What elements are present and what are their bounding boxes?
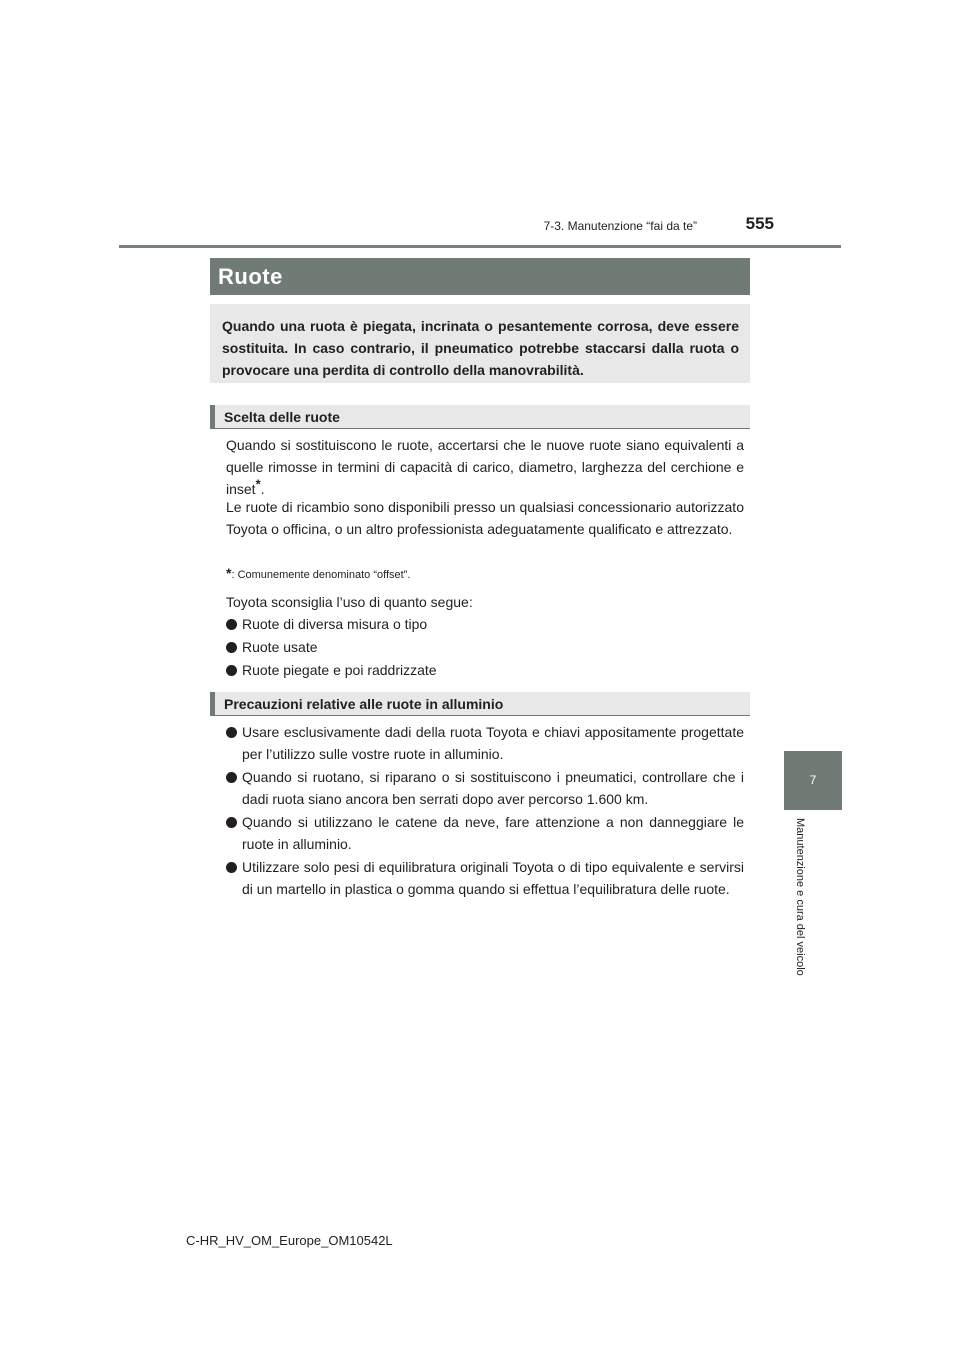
- bullet-icon: [226, 619, 237, 630]
- list-item-text: Ruote piegate e poi raddrizzate: [242, 662, 437, 678]
- alloy-precautions-list: [226, 721, 744, 900]
- list-item: [226, 636, 744, 658]
- list-item: [226, 659, 744, 681]
- document-code: C-HR_HV_OM_Europe_OM10542L: [186, 1233, 393, 1248]
- bullet-icon: [226, 727, 237, 738]
- list-item: [226, 856, 744, 900]
- list-item: [226, 766, 744, 810]
- bullet-icon: [226, 642, 237, 653]
- header-divider: [119, 245, 841, 248]
- section-heading-wheel-choice: Scelta delle ruote: [210, 405, 750, 429]
- wheel-choice-text: Quando si sostituiscono le ruote, accertarsi che le nuove ruote siano equivalenti a quelle rimosse in termini di capacità di carico, diametro, larghezza del cerchione e inset: [226, 437, 744, 497]
- list-item-text: Quando si utilizzano le catene da neve, fare attenzione a non danneggiare le ruote in alluminio.: [242, 814, 744, 852]
- footnote-text: : Comunemente denominato “offset”.: [231, 569, 411, 581]
- bullet-icon: [226, 665, 237, 676]
- chapter-side-label: [790, 818, 810, 1008]
- list-item-text: Ruote di diversa misura o tipo: [242, 616, 428, 632]
- list-item-text: Quando si ruotano, si riparano o si sostituiscono i pneumatici, controllare che i dadi ruota siano ancora ben serrati dopo aver percorso 1.600 km.: [242, 769, 744, 807]
- list-item-text: Usare esclusivamente dadi della ruota Toyota e chiavi appositamente progettate per l’utilizzo sulle vostre ruote in alluminio.: [242, 724, 744, 762]
- list-item: [226, 613, 744, 635]
- intro-box: Quando una ruota è piegata, incrinata o pesantemente corrosa, deve essere sostituita. In caso contrario, il pneumatico potrebbe staccarsi dalla ruota o provocare una perdita di controllo della manovrabilità.: [210, 304, 750, 383]
- chapter-title: Manutenzione e cura del veicolo: [794, 818, 806, 976]
- wheel-choice-paragraph: [226, 434, 744, 500]
- wheel-choice-period: .: [260, 481, 265, 497]
- bullet-icon: [226, 772, 237, 783]
- list-item: [226, 811, 744, 855]
- list-item-text: Ruote usate: [242, 639, 318, 655]
- bullet-icon: [226, 817, 237, 828]
- asterisk-mark: *: [255, 476, 261, 492]
- section-heading-alloy-wheels: Precauzioni relative alle ruote in alluminio: [210, 692, 750, 716]
- page-title: Ruote: [218, 264, 283, 289]
- chapter-tab: 7: [784, 751, 842, 810]
- section-path: 7-3. Manutenzione “fai da te”: [543, 219, 697, 233]
- footnote: [226, 565, 410, 581]
- list-item: [226, 721, 744, 765]
- list-item-text: Utilizzare solo pesi di equilibratura originali Toyota o di tipo equivalente e servirsi di un martello in plastica o gomma quando si effettua l’equilibratura delle ruote.: [242, 859, 744, 897]
- page-title-bar: [210, 258, 750, 295]
- not-recommended-intro: Toyota sconsiglia l’uso di quanto segue:: [226, 594, 473, 610]
- page-number: 555: [745, 214, 774, 233]
- not-recommended-list: [226, 613, 744, 681]
- spare-wheels-paragraph: Le ruote di ricambio sono disponibili presso un qualsiasi concessionario autorizzato Toyota o officina, o un altro professionista adeguatamente qualificato e attrezzato.: [226, 499, 744, 537]
- bullet-icon: [226, 862, 237, 873]
- footnote-asterisk: *: [226, 565, 232, 581]
